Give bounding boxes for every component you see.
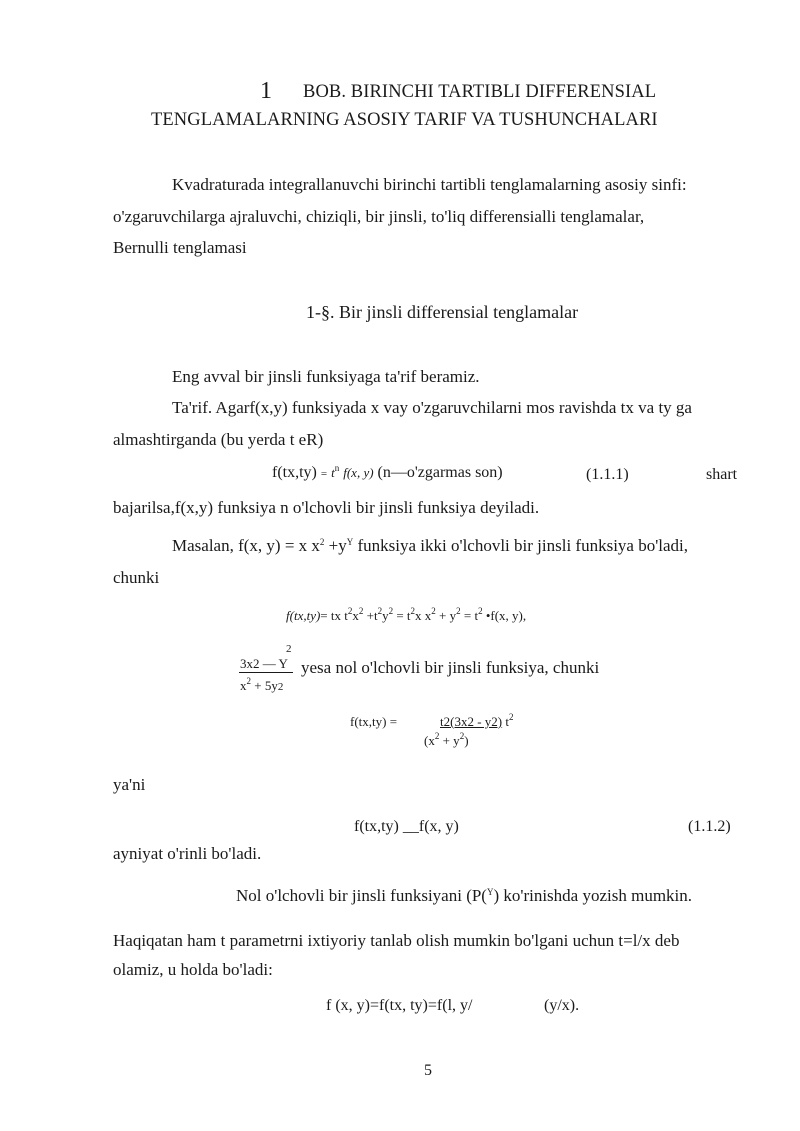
proof-line-1: Haqiqatan ham t parametrni ixtiyoriy tanlab olish mumkin bo'lgani uchun t=l/x deb — [113, 931, 680, 950]
fraction-denominator — [240, 678, 283, 694]
eq3-den: (x — [424, 733, 435, 748]
eq2-part: •f(x, y), — [482, 608, 527, 623]
equation-1-1-2-number: (1.1.2) — [688, 818, 731, 835]
eq3-den: ) — [464, 733, 469, 748]
final-equation-tail: (y/x). — [544, 997, 580, 1014]
example-sup-2: Y — [346, 537, 354, 547]
eq2-sup: 2 — [377, 606, 383, 616]
p6-part: Nol o'lchovli bir jinsli funksiyani (P( — [236, 886, 487, 905]
eq2-sup: 2 — [478, 606, 483, 616]
intro-line-3: Bernulli tenglamasi — [113, 238, 247, 257]
p6-sup: Y — [486, 887, 494, 897]
equation-1-1-1-number: (1.1.1) — [586, 466, 629, 483]
fraction-numerator: 3x2 — Y — [240, 656, 288, 671]
definition-line-2: almashtirganda (bu yerda t eR) — [113, 430, 324, 449]
eq1-note: (n—o'zgarmas son) — [377, 464, 503, 481]
eq4-lhs: f(tx,ty) — [354, 818, 399, 835]
frac-den-sup: 2 — [246, 676, 251, 686]
eq2-sup: 2 — [431, 606, 436, 616]
eq2-part: x x — [415, 608, 432, 623]
eq2-part: x — [352, 608, 359, 623]
definition-line-1: Ta'rif. Agarf(x,y) funksiyada x vay o'zgaruvchilarni mos ravishda tx va ty ga — [172, 398, 692, 417]
eq1-equals: = — [320, 468, 328, 480]
example-text-1: Masalan, f(x, y) = x x — [172, 536, 320, 555]
eq2-part: = tx t — [320, 608, 348, 623]
eq1-lhs: f(tx,ty) — [272, 464, 317, 481]
equation-1-1-1-trail: shart — [706, 466, 738, 483]
eq2-part: = t — [460, 608, 479, 623]
page-number: 5 — [424, 1062, 432, 1079]
eq2-args: (tx,ty) — [289, 608, 321, 623]
equation-1-1-1 — [272, 464, 503, 482]
eq2-sup: 2 — [410, 606, 416, 616]
final-equation: f (x, y)=f(tx, ty)=f(l, y/ — [326, 997, 473, 1014]
intro-line-1: Kvadraturada integrallanuvchi birinchi tartibli tenglamalarning asosiy sinfi: — [172, 175, 687, 194]
eq3-num-sup: 2 — [508, 712, 514, 722]
eq3-den-sup: 2 — [459, 731, 465, 741]
eq1-n: n — [334, 463, 340, 473]
zero-degree-line — [236, 886, 692, 906]
eq3-den: + y — [439, 733, 460, 748]
eq3-lhs: f(tx,ty) = — [350, 714, 398, 729]
example-text-2: +y — [324, 536, 347, 555]
yani-text: ya'ni — [113, 775, 146, 794]
fraction-bar — [239, 672, 293, 673]
example-line-2: chunki — [113, 568, 160, 587]
eq2-sup: 2 — [456, 606, 461, 616]
equation-1-1-2 — [354, 818, 459, 836]
frac-den-part: x — [240, 678, 247, 693]
definition-conclusion: bajarilsa,f(x,y) funksiya n o'lchovli bir jinsli funksiya deyiladi. — [113, 498, 540, 517]
eq2-f: f — [286, 608, 290, 623]
eq3-den-sup: 2 — [434, 731, 440, 741]
eq2-part: +t — [363, 608, 378, 623]
chapter-title-line-2: TENGLAMALARNING ASOSIY TARIF VA TUSHUNCHALARI — [151, 110, 658, 130]
eq2-part: = t — [393, 608, 411, 623]
example-line-1 — [172, 536, 688, 556]
chapter-number: 1 — [260, 78, 272, 104]
eq3-denominator — [424, 733, 469, 749]
section-title: 1-§. Bir jinsli differensial tenglamalar — [306, 302, 579, 322]
eq2-part: + y — [435, 608, 457, 623]
eq2-sup: 2 — [388, 606, 394, 616]
fraction-explanation: yesa nol o'lchovli bir jinsli funksiya, chunki — [301, 658, 600, 677]
example-sup-1: 2 — [319, 537, 325, 547]
eq2-sup: 2 — [358, 606, 364, 616]
eq1-args: (x, y) — [346, 465, 374, 480]
proof-line-2: olamiz, u holda bo'ladi: — [113, 960, 273, 979]
eq4-rhs: f(x, y) — [418, 818, 459, 835]
eq2-sup: 2 — [347, 606, 353, 616]
p6-part: ) ko'rinishda yozish mumkin. — [493, 886, 693, 905]
eq4-sep: __ — [402, 818, 419, 835]
equation-example-expansion — [286, 608, 526, 624]
eq1-t: t — [331, 465, 335, 480]
eq3-num-tail: t — [502, 714, 509, 729]
paragraph-definition-intro: Eng avval bir jinsli funksiyaga ta'rif beramiz. — [172, 367, 480, 386]
eq2-part: y — [382, 608, 389, 623]
eq1-f: f — [343, 465, 347, 480]
eq3-numerator — [440, 714, 513, 730]
identity-conclusion: ayniyat o'rinli bo'ladi. — [113, 844, 262, 863]
frac-den-part: + 5y — [251, 678, 278, 693]
chapter-title-line-1: BOB. BIRINCHI TARTIBLI DIFFERENSIAL — [303, 82, 657, 102]
fraction-top-exponent: 2 — [286, 643, 292, 655]
frac-den-sub: 2 — [277, 681, 284, 693]
eq3-num-text: t2(3x2 - y2) — [440, 714, 503, 729]
intro-line-2: o'zgaruvchilarga ajraluvchi, chiziqli, bir jinsli, to'liq differensialli tenglamalar, — [113, 207, 645, 226]
example-text-3: funksiya ikki o'lchovli bir jinsli funksiya bo'ladi, — [353, 536, 689, 555]
